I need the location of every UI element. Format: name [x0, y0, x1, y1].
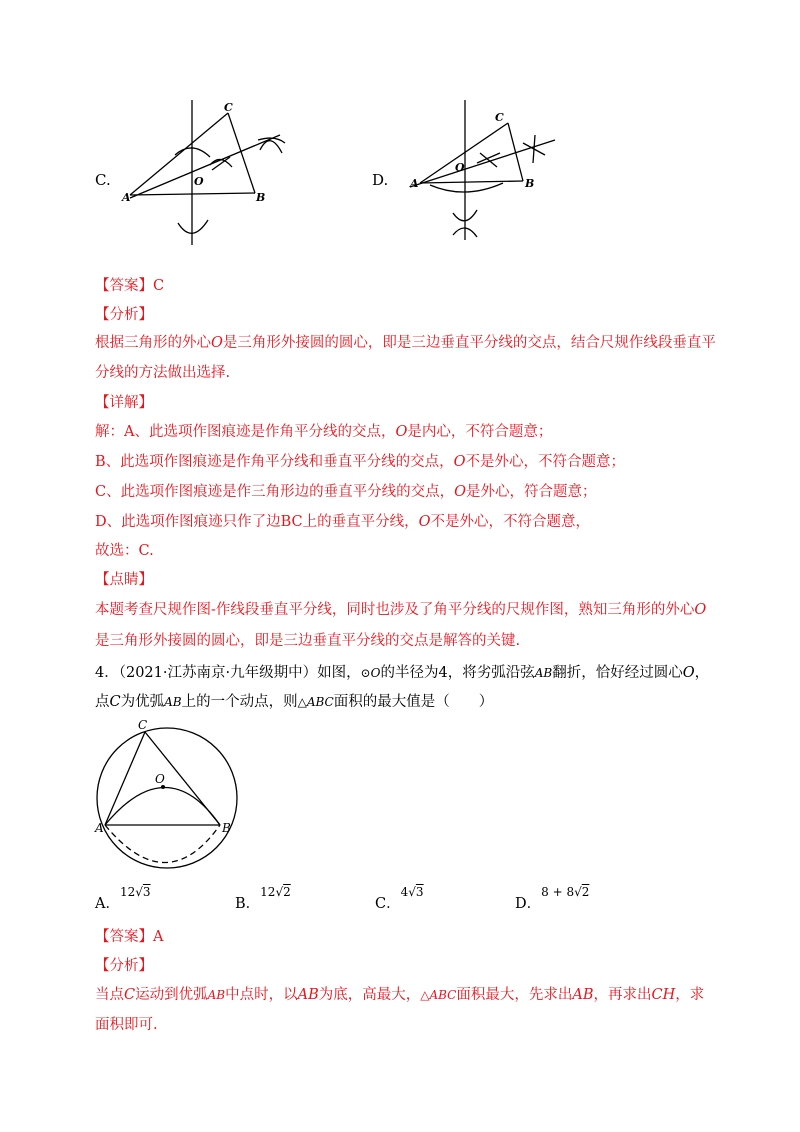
option-d-label: D.	[372, 171, 389, 189]
fig-c-c: C	[224, 101, 233, 114]
fig-d-a: A	[410, 177, 419, 190]
fig-c-a: A	[122, 191, 131, 204]
fig-d-o: O	[455, 161, 465, 174]
q4-fig-a: A	[95, 821, 104, 835]
q3-detail-line1: 解：A、此选项作图痕迹是作角平分线的交点，O是内心，不符合题意；	[95, 424, 553, 440]
q3-comment-head: 【点睛】	[95, 572, 153, 588]
q4-stem-line2: 点C为优弧AB上的一个动点，则△ABC面积的最大值是（ ）	[95, 694, 494, 710]
q3-detail-head: 【详解】	[95, 395, 153, 411]
fig-d-c: C	[495, 111, 504, 124]
q3-detail-line3: C、此选项作图痕迹是作三角形边的垂直平分线的交点，O是外心，符合题意；	[95, 484, 597, 500]
q4-stem-line1: 4．（2021·江苏南京·九年级期中）如图，⊙O的半径为4，将劣弧沿弦AB翻折，恰好经过圆心O，	[95, 665, 710, 681]
q3-analysis-line1: 根据三角形的外心O是三角形外接圆的圆心，即是三边垂直平分线的交点，结合尺规作线段垂直平	[95, 335, 716, 351]
q4-fig-o: O	[155, 772, 165, 786]
q4-analysis-line2: 面积即可.	[95, 1017, 158, 1033]
q4-answer: 【答案】A	[95, 929, 164, 945]
q4-fig-c: C	[138, 718, 148, 732]
q3-analysis-head: 【分析】	[95, 307, 153, 323]
q3-detail-line2: B、此选项作图痕迹是作角平分线和垂直平分线的交点，O不是外心，不符合题意；	[95, 454, 626, 470]
q4-fig-b: B	[222, 821, 231, 835]
q3-analysis-line2: 分线的方法做出选择.	[95, 365, 231, 381]
q3-comment-line2: 是三角形外接圆的圆心，即是三边垂直平分线的交点是解答的关键.	[95, 633, 521, 649]
figure-c	[120, 95, 290, 250]
q4-option-a[interactable]: A．12√3	[95, 885, 151, 912]
q4-option-d[interactable]: D．8 + 8√2	[515, 885, 590, 912]
q3-detail-line5: 故选：C.	[95, 543, 154, 559]
q4-option-b[interactable]: B．12√2	[235, 885, 291, 912]
q4-analysis-line1: 当点C运动到优弧AB中点时，以AB为底，高最大，△ABC面积最大，先求出AB，再求出CH，求	[95, 987, 705, 1003]
figure-d	[405, 95, 565, 245]
fig-c-b: B	[256, 191, 266, 204]
fig-c-o: O	[194, 175, 204, 188]
q4-analysis-head: 【分析】	[95, 958, 153, 974]
q3-detail-line4: D、此选项作图痕迹只作了边BC上的垂直平分线，O不是外心，不符合题意，	[95, 514, 591, 530]
fig-d-b: B	[525, 177, 535, 190]
q4-option-c[interactable]: C．4√3	[375, 885, 424, 912]
q4-figure	[92, 715, 252, 870]
q3-answer: 【答案】C	[95, 278, 165, 294]
option-c-label: C.	[95, 171, 111, 189]
q3-comment-line1: 本题考查尺规作图-作线段垂直平分线，同时也涉及了角平分线的尺规作图，熟知三角形的外心O	[95, 602, 707, 618]
